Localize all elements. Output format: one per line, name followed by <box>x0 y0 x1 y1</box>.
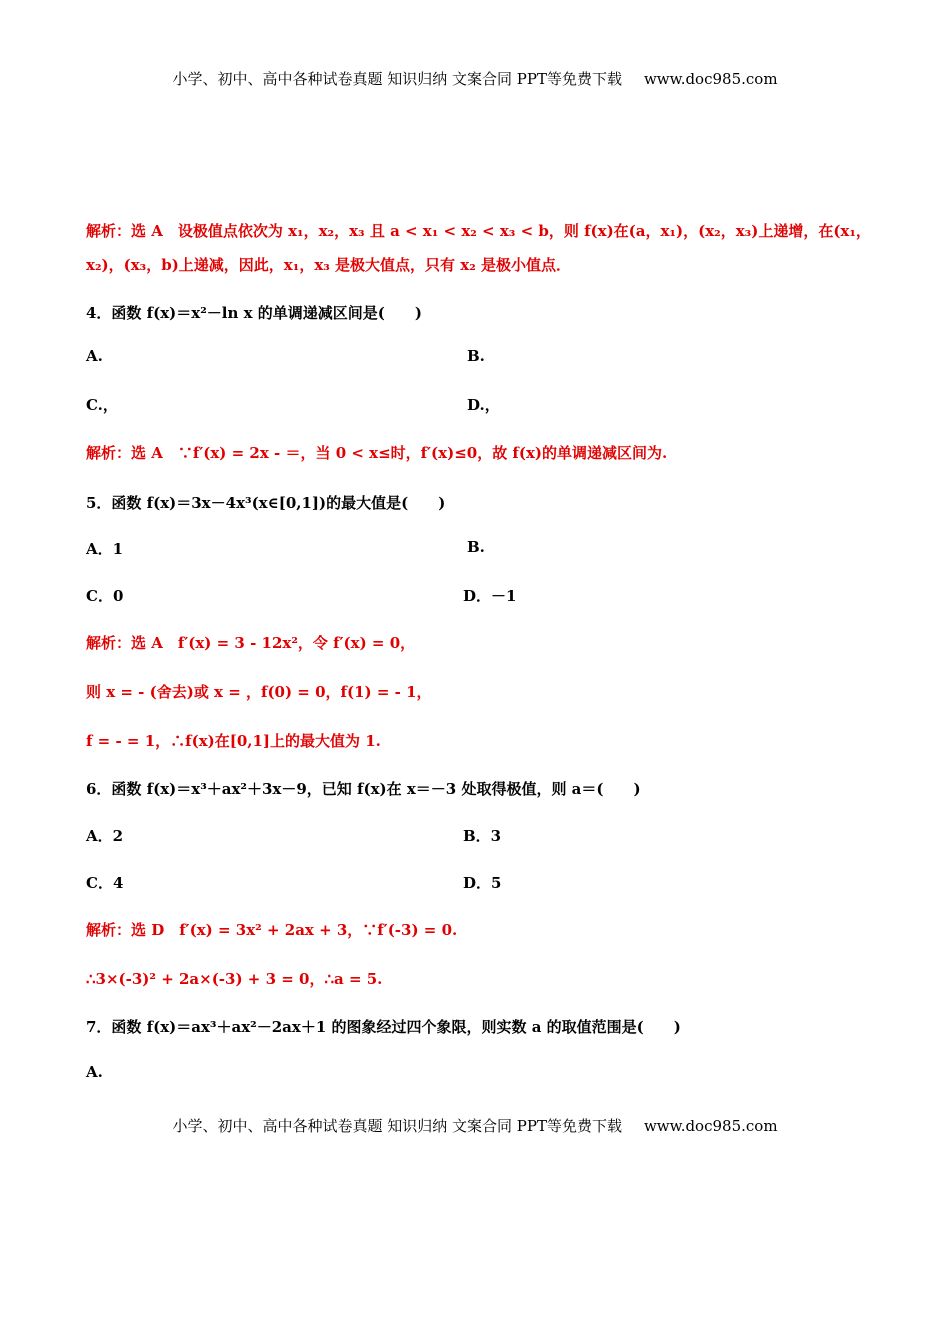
q5-option-d: D．－1 <box>463 587 517 605</box>
q4-stem: 4．函数 f(x)＝x²－ln x 的单调递减区间是( ) <box>86 304 422 322</box>
footer-text: 小学、初中、高中各种试卷真题 知识归纳 文案合同 PPT等免费下载 <box>172 1117 622 1135</box>
q5-option-a: A．1 <box>86 540 124 558</box>
q4-option-c: C.， <box>86 396 118 414</box>
header-url[interactable]: www.doc985.com <box>643 70 778 88</box>
page-header <box>0 68 950 89</box>
q5-analysis-line2: 则 x = - (舍去)或 x = ，f(0) = 0，f(1) = - 1， <box>86 683 432 701</box>
q5-analysis-line1: 解析：选 A f′(x) = 3 - 12x²，令 f′(x) = 0， <box>86 634 416 652</box>
q5-analysis-line3: f = - = 1，∴f(x)在[0,1]上的最大值为 1. <box>86 732 381 750</box>
page-footer <box>0 1115 950 1136</box>
q4-option-b: B. <box>467 347 485 365</box>
q5-option-b: B. <box>467 538 485 556</box>
q6-option-b: B．3 <box>463 827 502 845</box>
q6-option-c: C．4 <box>86 874 124 892</box>
q4-option-a: A. <box>86 347 103 365</box>
q3-analysis-line2: x₂)，(x₃，b)上递减，因此，x₁，x₃ 是极大值点，只有 x₂ 是极小值点． <box>86 256 572 274</box>
header-text: 小学、初中、高中各种试卷真题 知识归纳 文案合同 PPT等免费下载 <box>172 70 622 88</box>
q4-analysis: 解析：选 A ∵f′(x) = 2x - ＝，当 0 < x≤时，f′(x)≤0，故 f(x)的单调递减区间为. <box>86 444 668 462</box>
q6-option-d: D．5 <box>463 874 502 892</box>
q3-analysis-line1: 解析：选 A 设极值点依次为 x₁，x₂，x₃ 且 a < x₁ < x₂ < x₃ < b，则 f(x)在(a，x₁)，(x₂，x₃)上递增，在(x₁， <box>86 222 871 240</box>
q6-option-a: A．2 <box>86 827 124 845</box>
q6-analysis-line2: ∴3×(-3)² + 2a×(-3) + 3 = 0，∴a = 5. <box>86 970 383 988</box>
q6-stem: 6．函数 f(x)＝x³＋ax²＋3x－9，已知 f(x)在 x＝－3 处取得极值，则 a＝( ) <box>86 780 641 798</box>
q6-analysis-line1: 解析：选 D f′(x) = 3x² + 2ax + 3，∵f′(-3) = 0. <box>86 921 458 939</box>
q7-stem: 7．函数 f(x)＝ax³＋ax²－2ax＋1 的图象经过四个象限，则实数 a 的取值范围是( ) <box>86 1018 681 1036</box>
q7-option-a: A. <box>86 1063 103 1081</box>
footer-url[interactable]: www.doc985.com <box>643 1117 778 1135</box>
q4-option-d: D.， <box>467 396 500 414</box>
q5-stem: 5．函数 f(x)＝3x－4x³(x∈[0,1])的最大值是( ) <box>86 494 446 512</box>
q5-option-c: C．0 <box>86 587 124 605</box>
